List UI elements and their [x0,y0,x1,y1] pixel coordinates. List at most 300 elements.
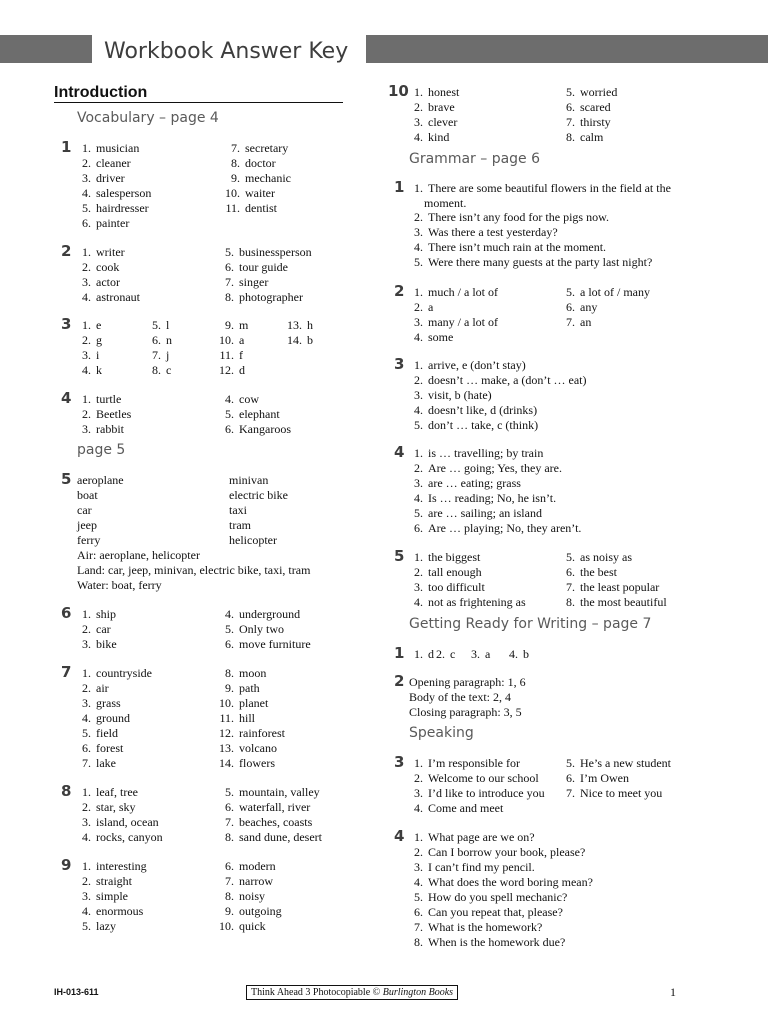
item-text: Was there a test yesterday? [428,225,558,239]
item-number: 2. [414,210,423,224]
answer-item [77,563,310,578]
item-number: 8. [231,156,240,170]
answer-item [561,756,671,771]
document-code: IH-013-611 [54,987,99,997]
item-text: a [239,333,245,347]
item-number: 5. [414,506,423,520]
item-text: ferry [77,533,101,547]
item-text: f [239,348,243,362]
item-number: 3. [414,786,423,800]
answer-item [409,801,503,816]
answer-item [220,141,288,156]
answer-item [561,550,632,565]
exercise-number: 2 [394,282,405,300]
item-number: 1. [414,647,423,661]
answer-item [147,348,169,363]
item-text: Were there many guests at the party last night? [428,255,653,269]
item-number: 11. [225,201,240,215]
answer-item [77,830,163,845]
answer-item [77,422,124,437]
item-number: 3. [82,696,91,710]
item-text: I’d like to introduce you [428,786,545,800]
item-text: straight [96,874,132,888]
item-number: 13. [287,318,302,332]
item-text: businessperson [239,245,312,259]
item-text: the least popular [580,580,660,594]
answer-item [214,666,266,681]
answer-item [220,186,275,201]
item-text: island, ocean [96,815,159,829]
item-text: Can you repeat that, please? [428,905,563,919]
item-number: 1. [82,318,91,332]
answer-item [77,607,116,622]
answer-item [431,647,455,662]
answer-item [409,690,511,705]
answer-item [77,363,102,378]
item-number: 4. [82,711,91,725]
answer-item [214,363,245,378]
item-text: too difficult [428,580,485,594]
item-number: 5. [566,85,575,99]
item-text: d [239,363,245,377]
answer-item [409,756,520,771]
exercise-number: 1 [394,178,405,196]
item-number: 1. [414,358,423,372]
answer-item [409,225,558,240]
item-text: modern [239,859,276,873]
item-text: photographer [239,290,303,304]
item-text: There isn’t any food for the pigs now. [428,210,609,224]
item-text: forest [96,741,124,755]
item-number: 8. [152,363,161,377]
item-number: 3. [414,860,423,874]
answer-item [77,800,136,815]
item-number: 1. [414,85,423,99]
item-number: 10. [219,333,234,347]
exercise-number: 5 [394,547,405,565]
item-number: 1. [82,141,91,155]
answer-item [220,156,276,171]
item-number: 9. [225,904,234,918]
item-text: There are some beautiful flowers in the field at the [428,181,671,195]
exercise-number: 2 [61,242,72,260]
answer-item [229,473,268,488]
item-number: 2. [414,300,423,314]
answer-item [409,403,537,418]
item-text: the best [580,565,617,579]
answer-item [409,580,485,595]
item-text: Is … reading; No, he isn’t. [428,491,557,505]
exercise-number: 3 [61,315,72,333]
item-number: 3. [414,476,423,490]
item-number: 4. [414,330,423,344]
item-text: Water: boat, ferry [77,578,162,592]
publisher-brand: Burlington Books [382,987,454,998]
answer-item [77,578,162,593]
item-number: 4. [82,186,91,200]
answer-item [77,533,100,548]
item-text: clever [428,115,458,129]
item-number: 10. [219,919,234,933]
answer-item [147,363,171,378]
item-text: Beetles [96,407,132,421]
header-bar-left [0,35,92,63]
item-number: 1. [82,785,91,799]
item-number: 12. [219,363,234,377]
item-text: salesperson [96,186,152,200]
answer-item [409,521,581,536]
item-text: tall enough [428,565,482,579]
item-text: outgoing [239,904,282,918]
answer-item [409,705,522,720]
exercise-number: 1 [394,644,405,662]
item-text: leaf, tree [96,785,138,799]
item-text: I’m responsible for [428,756,520,770]
answer-item [77,919,116,934]
item-text: jeep [77,518,97,532]
item-text: actor [96,275,120,289]
answer-item [214,348,243,363]
item-text: Welcome to our school [428,771,539,785]
item-number: 6. [414,521,423,535]
exercise-number: 3 [394,355,405,373]
item-number: 1. [414,756,423,770]
item-number: 12. [219,726,234,740]
item-text: b [523,647,529,661]
item-number: 5. [82,726,91,740]
item-number: 4. [414,491,423,505]
exercise-number: 4 [394,827,405,845]
item-text: rainforest [239,726,285,740]
item-number: 4. [82,290,91,304]
item-text: rocks, canyon [96,830,163,844]
answer-item [77,637,117,652]
item-number: 3. [471,647,480,661]
answer-item [220,830,322,845]
item-text: tram [229,518,251,532]
item-text: bike [96,637,117,651]
item-number: 5. [82,201,91,215]
item-number: 5. [152,318,161,332]
answer-item [409,300,433,315]
answer-item [409,255,652,270]
item-number: 11. [219,711,234,725]
item-number: 6. [566,100,575,114]
item-number: 4. [82,830,91,844]
answer-item [77,348,99,363]
item-text: any [580,300,598,314]
answer-item [77,904,143,919]
item-number: 5. [414,890,423,904]
item-number: 5. [225,622,234,636]
exercise-number: 2 [394,672,405,690]
section-rule [54,102,343,103]
answer-item [77,518,97,533]
item-number: 4. [414,595,423,609]
item-number: 14. [219,756,234,770]
answer-item [409,115,457,130]
answer-item [77,333,102,348]
item-number: 3. [82,815,91,829]
item-text: car [77,503,92,517]
item-number: 6. [225,859,234,873]
item-text: noisy [239,889,266,903]
item-text: volcano [239,741,277,755]
item-text: lazy [96,919,116,933]
item-number: 4. [225,607,234,621]
answer-item [561,595,667,610]
item-number: 8. [225,889,234,903]
answer-item [220,800,310,815]
item-number: 6. [225,422,234,436]
item-number: 2. [414,565,423,579]
answer-item [409,905,563,920]
item-text: underground [239,607,301,621]
item-text: Nice to meet you [580,786,663,800]
item-text: taxi [229,503,247,517]
item-text: much / a lot of [428,285,498,299]
item-text: What is the homework? [428,920,543,934]
answer-item [77,216,129,231]
item-text: brave [428,100,455,114]
answer-item [424,196,466,211]
item-number: 9. [225,681,234,695]
item-text: field [96,726,118,740]
answer-item [409,550,480,565]
item-text: minivan [229,473,269,487]
answer-item [282,318,313,333]
item-text: the most beautiful [580,595,667,609]
item-number: 4. [509,647,518,661]
copyright-text: Think Ahead 3 Photocopiable © [251,987,383,998]
item-text: g [96,333,102,347]
answer-item [214,874,273,889]
item-text: elephant [239,407,280,421]
item-text: an [580,315,592,329]
answer-item [409,890,567,905]
item-text: boat [77,488,98,502]
item-text: Air: aeroplane, helicopter [77,548,200,562]
answer-item [409,476,521,491]
item-number: 3. [414,115,423,129]
item-text: d [428,647,434,661]
item-text: ground [96,711,130,725]
answer-item [409,181,671,196]
item-text: countryside [96,666,152,680]
item-number: 2. [82,874,91,888]
answer-item [282,333,313,348]
answer-item [214,756,275,771]
item-number: 8. [225,290,234,304]
answer-item [147,333,172,348]
item-text: l [166,318,170,332]
answer-item [214,859,276,874]
item-text: driver [96,171,125,185]
item-text: as noisy as [580,550,632,564]
item-number: 10. [219,696,234,710]
item-number: 5. [566,756,575,770]
item-text: star, sky [96,800,136,814]
item-text: n [166,333,172,347]
answer-item [77,186,151,201]
answer-item [77,696,121,711]
item-text: doctor [245,156,276,170]
answer-item [220,392,259,407]
item-number: 13. [219,741,234,755]
item-number: 6. [225,260,234,274]
item-text: grass [96,696,121,710]
item-text: a lot of / many [580,285,650,299]
item-number: 6. [82,741,91,755]
answer-item [77,622,111,637]
item-text: singer [239,275,269,289]
item-text: I’m Owen [580,771,629,785]
item-number: 1. [414,181,423,195]
answer-item [77,859,147,874]
item-text: b [307,333,313,347]
item-number: 7. [231,141,240,155]
item-text: move furniture [239,637,311,651]
exercise-number: 3 [394,753,405,771]
answer-item [409,373,587,388]
item-text: mountain, valley [239,785,320,799]
exercise-number: 10 [388,82,409,100]
answer-item [214,711,255,726]
item-text: Are … going; Yes, they are. [428,461,562,475]
copyright-notice [246,985,458,1000]
answer-item [561,130,603,145]
item-number: 5. [566,285,575,299]
answer-item [561,580,659,595]
item-number: 3. [414,388,423,402]
answer-item [77,407,131,422]
item-number: 10. [225,186,240,200]
answer-item [561,85,617,100]
item-text: quick [239,919,266,933]
item-text: m [239,318,249,332]
item-number: 7. [225,815,234,829]
answer-item [409,845,585,860]
answer-item [409,875,593,890]
item-number: 7. [225,275,234,289]
item-number: 7. [82,756,91,770]
item-number: 5. [225,785,234,799]
item-number: 2. [82,622,91,636]
item-number: 7. [225,874,234,888]
item-text: narrow [239,874,273,888]
item-text: some [428,330,454,344]
item-number: 6. [82,216,91,230]
item-text: sand dune, desert [239,830,322,844]
item-text: What does the word boring mean? [428,875,593,889]
item-number: 4. [82,363,91,377]
answer-item [229,518,251,533]
subheading-vocabulary-page4: Vocabulary – page 4 [77,110,219,126]
answer-item [77,726,118,741]
item-number: 3. [82,171,91,185]
item-number: 1. [82,666,91,680]
item-text: Come and meet [428,801,504,815]
answer-item [220,171,291,186]
item-text: enormous [96,904,144,918]
answer-item [409,418,538,433]
item-number: 14. [287,333,302,347]
item-number: 6. [566,771,575,785]
item-text: moment. [424,196,467,210]
exercise-number: 9 [61,856,72,874]
item-number: 2. [414,100,423,114]
item-number: 4. [414,240,423,254]
item-text: calm [580,130,604,144]
item-text: Closing paragraph: 3, 5 [409,705,522,719]
exercise-number: 7 [61,663,72,681]
item-number: 1. [82,859,91,873]
item-number: 2. [82,800,91,814]
exercise-number: 4 [394,443,405,461]
answer-item [561,100,611,115]
page-title: Workbook Answer Key [104,39,349,64]
answer-item [77,785,138,800]
answer-item [220,637,311,652]
item-number: 1. [82,607,91,621]
answer-item [77,473,124,488]
item-text: waiter [245,186,275,200]
item-text: a [428,300,434,314]
item-number: 6. [225,800,234,814]
item-number: 3. [414,225,423,239]
item-number: 3. [82,637,91,651]
answer-item [409,330,453,345]
item-text: tour guide [239,260,288,274]
item-text: planet [239,696,269,710]
answer-item [561,115,611,130]
answer-item [77,245,125,260]
answer-item [214,696,268,711]
answer-item [214,919,266,934]
answer-item [409,446,543,461]
answer-item [77,290,140,305]
exercise-number: 4 [61,389,72,407]
item-number: 4. [225,392,234,406]
answer-item [409,786,545,801]
item-text: i [96,348,100,362]
item-text: honest [428,85,460,99]
item-number: 2. [414,771,423,785]
item-number: 1. [414,285,423,299]
answer-item [214,741,277,756]
item-text: turtle [96,392,122,406]
item-text: Are … playing; No, they aren’t. [428,521,582,535]
item-number: 5. [225,245,234,259]
answer-item [504,647,529,662]
item-text: scared [580,100,611,114]
answer-item [77,666,152,681]
item-text: When is the homework due? [428,935,566,949]
answer-item [77,260,119,275]
answer-item [77,488,98,503]
item-number: 3. [82,422,91,436]
item-text: waterfall, river [239,800,311,814]
answer-item [409,285,498,300]
item-number: 7. [414,920,423,934]
item-text: worried [580,85,618,99]
answer-item [214,904,282,919]
answer-item [220,422,291,437]
item-number: 6. [414,905,423,919]
answer-item [409,565,482,580]
item-number: 9. [231,171,240,185]
answer-item [409,860,535,875]
